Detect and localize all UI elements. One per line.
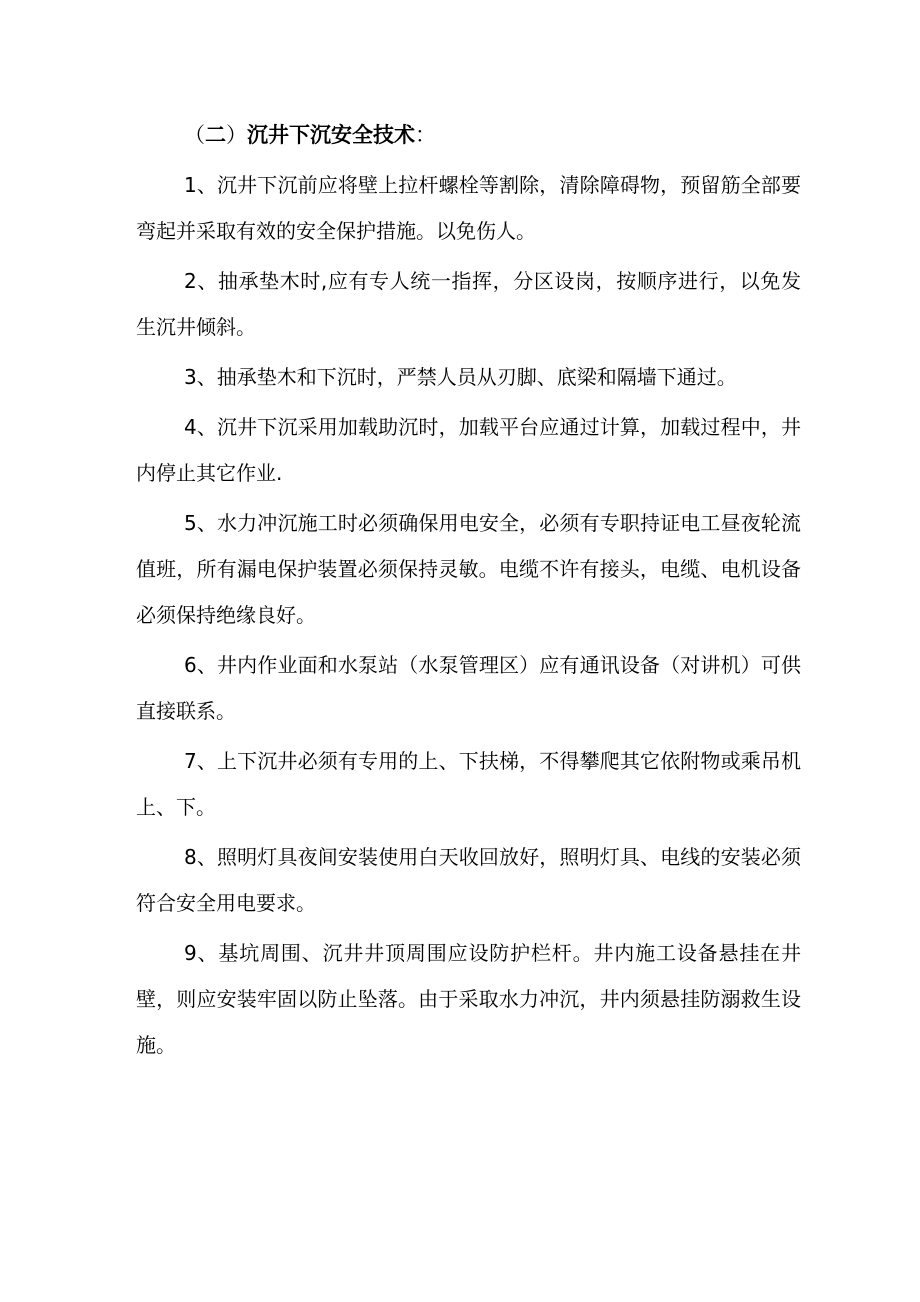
safety-item-2	[136, 258, 801, 350]
item-text: 井内作业面和水泵站（水泵管理区）应有通讯设备（对讲机）可供直接联系。	[136, 653, 801, 723]
safety-item-3	[136, 354, 801, 400]
item-number: 9、	[184, 941, 219, 965]
safety-item-8	[136, 834, 801, 926]
item-text: 沉井下沉采用加载助沉时，加载平台应通过计算，加载过程中，井内停止其它作业.	[136, 415, 801, 485]
item-text: 上下沉井必须有专用的上、下扶梯，不得攀爬其它依附物或乘吊机上、下。	[136, 749, 801, 819]
item-number: 4、	[184, 415, 218, 439]
heading-colon: ：	[415, 123, 436, 147]
heading-open-paren: （	[184, 123, 205, 147]
item-text: 抽承垫木时,应有专人统一指挥，分区设岗，按顺序进行，以免发生沉井倾斜。	[136, 269, 801, 339]
safety-item-4	[136, 404, 801, 496]
item-text: 水力冲沉施工时必须确保用电安全，必须有专职持证电工昼夜轮流值班，所有漏电保护装置必须保持灵敏。电缆不许有接头，电缆、电机设备必须保持绝缘良好。	[136, 511, 801, 627]
item-text: 照明灯具夜间安装使用白天收回放好，照明灯具、电线的安装必须符合安全用电要求。	[136, 845, 801, 915]
heading-number: 二	[205, 123, 226, 147]
item-number: 3、	[184, 365, 217, 389]
item-text: 基坑周围、沉井井顶周围应设防护栏杆。井内施工设备悬挂在井壁，则应安装牢固以防止坠落。由于采取水力冲沉，井内须悬挂防溺救生设施。	[136, 941, 801, 1057]
safety-item-6	[136, 642, 801, 734]
item-number: 6、	[184, 653, 218, 677]
item-text: 沉井下沉前应将壁上拉杆螺栓等割除，清除障碍物，预留筋全部要弯起并采取有效的安全保护措施。以免伤人。	[136, 173, 801, 243]
item-number: 5、	[184, 511, 218, 535]
item-text: 抽承垫木和下沉时，严禁人员从刃脚、底梁和隔墙下通过。	[216, 365, 737, 389]
section-heading	[184, 118, 801, 152]
safety-item-1	[136, 162, 801, 254]
item-number: 2、	[184, 269, 218, 293]
safety-item-9	[136, 930, 801, 1068]
safety-item-7	[136, 738, 801, 830]
item-number: 8、	[184, 845, 218, 869]
safety-item-5	[136, 500, 801, 638]
heading-close-paren: ）	[226, 123, 247, 147]
heading-title: 沉井下沉安全技术	[247, 123, 415, 147]
item-number: 7、	[184, 749, 218, 773]
item-number: 1、	[184, 173, 218, 197]
document-content	[136, 118, 801, 1068]
